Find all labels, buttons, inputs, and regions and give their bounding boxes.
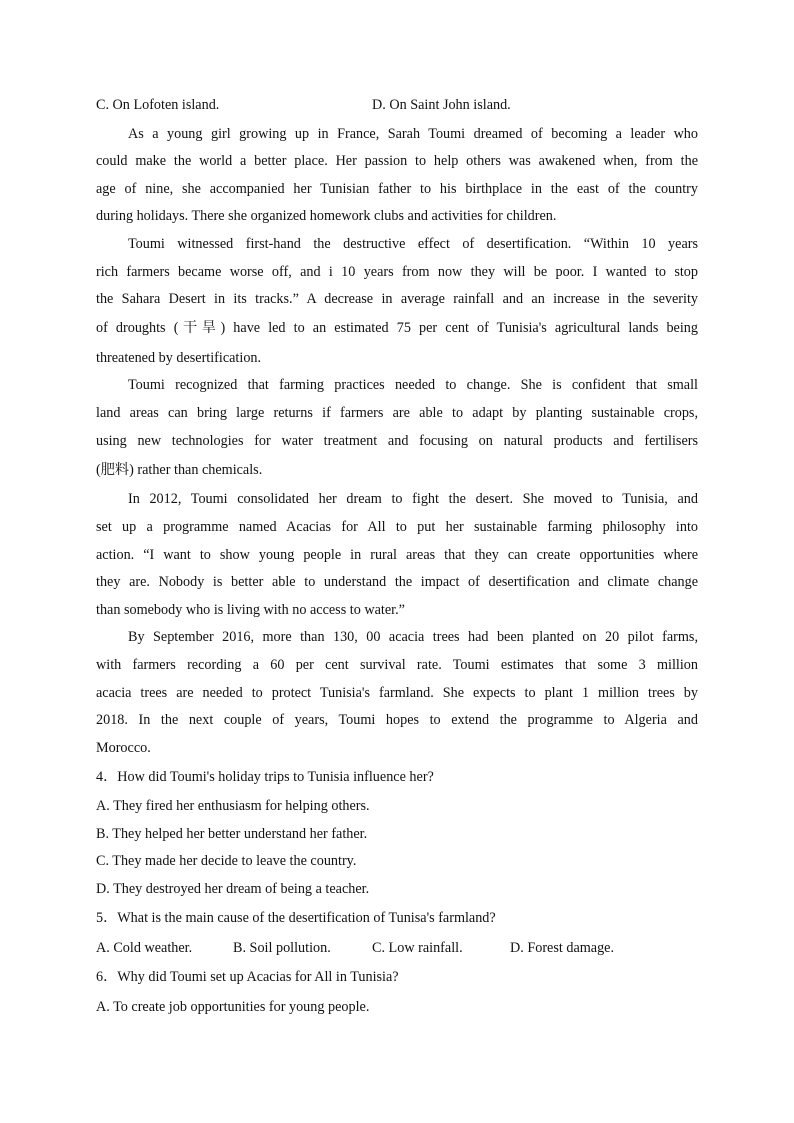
answer-option-d: D. Forest damage. — [510, 940, 615, 956]
answer-option-d: D. They destroyed her dream of being a teacher. — [96, 881, 370, 897]
passage-line: than somebody who is living with no access to water.” — [96, 602, 405, 618]
passage-line: Toumi recognized that farming practices needed to change. She is confident that small — [128, 377, 698, 393]
passage-line: In 2012, Toumi consolidated her dream to fight the desert. She moved to Tunisia, and — [128, 491, 698, 507]
answer-option-b: B. They helped her better understand her father. — [96, 826, 368, 842]
passage-line: they are. Nobody is better able to understand the impact of desertification and climate change — [96, 574, 698, 590]
passage-line: age of nine, she accompanied her Tunisian father to his birthplace in the east of the country — [96, 181, 698, 197]
passage-line: 2018. In the next couple of years, Toumi hopes to extend the programme to Algeria and — [96, 712, 698, 728]
answer-option-a: A. Cold weather. — [96, 940, 193, 956]
answer-option-c: C. They made her decide to leave the country. — [96, 853, 357, 869]
passage-line: acacia trees are needed to protect Tunisia's farmland. She expects to plant 1 million trees by — [96, 685, 698, 701]
passage-line: during holidays. There she organized homework clubs and activities for children. — [96, 208, 557, 224]
passage-line: of droughts (干旱) have led to an estimated 75 per cent of Tunisia's agricultural lands being — [96, 320, 698, 336]
passage-line: set up a programme named Acacias for All to put her sustainable farming philosophy into — [96, 519, 698, 535]
passage-line: could make the world a better place. Her passion to help others was awakened when, from the — [96, 153, 698, 169]
passage-line: the Sahara Desert in its tracks.” A decrease in average rainfall and an increase in the severity — [96, 291, 698, 307]
answer-option-a: A. To create job opportunities for young people. — [96, 999, 370, 1015]
passage-line: using new technologies for water treatment and focusing on natural products and fertilisers — [96, 433, 698, 449]
passage-line: action. “I want to show young people in rural areas that they can create opportunities where — [96, 547, 698, 563]
question-stem: 6．Why did Toumi set up Acacias for All in Tunisia? — [96, 969, 399, 985]
answer-option-a: A. They fired her enthusiasm for helping others. — [96, 798, 370, 814]
passage-line: Morocco. — [96, 740, 151, 756]
answer-option-b: B. Soil pollution. — [233, 940, 331, 956]
top-option-c: C. On Lofoten island. — [96, 97, 220, 113]
passage-line: land areas can bring large returns if farmers are able to adapt by planting sustainable crops, — [96, 405, 698, 421]
passage-line: threatened by desertification. — [96, 350, 262, 366]
passage-line: Toumi witnessed first-hand the destructive effect of desertification. “Within 10 years — [128, 236, 698, 252]
answer-option-c: C. Low rainfall. — [372, 940, 463, 956]
top-option-d: D. On Saint John island. — [372, 97, 511, 113]
passage-line: rich farmers became worse off, and i 10 years from now they will be poor. I wanted to stop — [96, 264, 698, 280]
passage-line: (肥料) rather than chemicals. — [96, 462, 263, 478]
passage-line: By September 2016, more than 130, 00 acacia trees had been planted on 20 pilot farms, — [128, 629, 698, 645]
question-stem: 5．What is the main cause of the desertification of Tunisa's farmland? — [96, 910, 496, 926]
passage-line: with farmers recording a 60 per cent survival rate. Toumi estimates that some 3 million — [96, 657, 698, 673]
question-stem: 4．How did Toumi's holiday trips to Tunisia influence her? — [96, 769, 434, 785]
passage-line: As a young girl growing up in France, Sarah Toumi dreamed of becoming a leader who — [128, 126, 698, 142]
